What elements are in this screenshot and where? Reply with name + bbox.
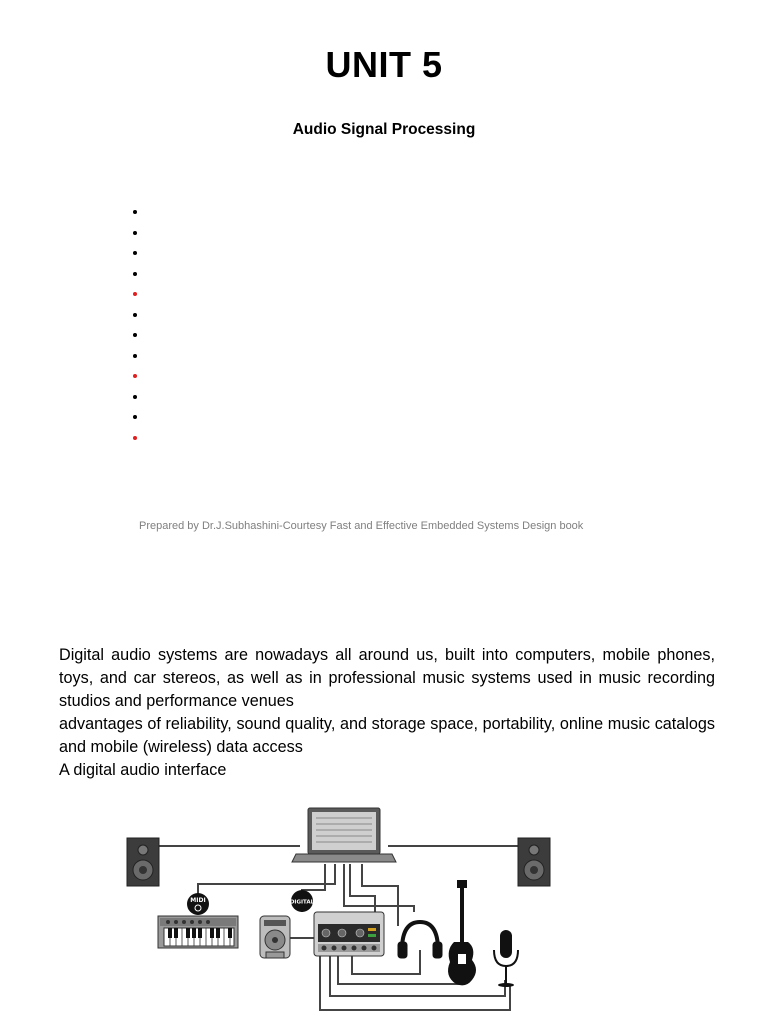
digital-badge-label: DIGITAL [289, 899, 315, 906]
bullet-dot-icon [133, 436, 137, 440]
paragraph-advantages: advantages of reliability, sound quality, and storage space, portability, online music catalogs and mobile (wireless) data access [59, 715, 715, 756]
midi-keyboard-icon [158, 916, 238, 948]
bullet-dot-icon [133, 272, 137, 276]
paragraph-interface: A digital audio interface [59, 761, 227, 779]
bullet-dot-icon [133, 374, 137, 378]
slide-title: UNIT 5 [325, 44, 443, 85]
bullet-dot-icon [133, 395, 137, 399]
audio-interface-icon [314, 912, 384, 956]
midi-badge-label: MIDI [190, 897, 206, 904]
bullet-dot-icon [133, 333, 137, 337]
microphone-icon [494, 930, 518, 987]
bullet-dot-icon [133, 231, 137, 235]
bullet-dot-icon [133, 292, 137, 296]
bullet-dot-icon [133, 354, 137, 358]
guitar-icon [448, 880, 476, 985]
bullet-dot-icon [133, 415, 137, 419]
content-slide [0, 580, 768, 1024]
cd-player-icon [260, 916, 290, 958]
bullet-dot-icon [133, 251, 137, 255]
credit-line: Prepared by Dr.J.Subhashini-Courtesy Fast and Effective Embedded Systems Design book [139, 520, 584, 532]
midi-badge-icon [187, 893, 209, 915]
paragraph-digital-audio-systems: Digital audio systems are nowadays all around us, built into computers, mobile phones, toys, and car stereos, as well as in professional music systems used in music recording studios and performance venues [59, 646, 715, 710]
laptop-icon [292, 808, 396, 862]
speaker-left-icon [127, 838, 159, 886]
slide-subtitle: Audio Signal Processing [292, 121, 476, 138]
bullet-dot-icon [133, 210, 137, 214]
bullet-dot-icon [133, 313, 137, 317]
speaker-right-icon [518, 838, 550, 886]
digital-badge-icon [290, 890, 315, 912]
audio-interface-diagram [120, 800, 560, 1024]
